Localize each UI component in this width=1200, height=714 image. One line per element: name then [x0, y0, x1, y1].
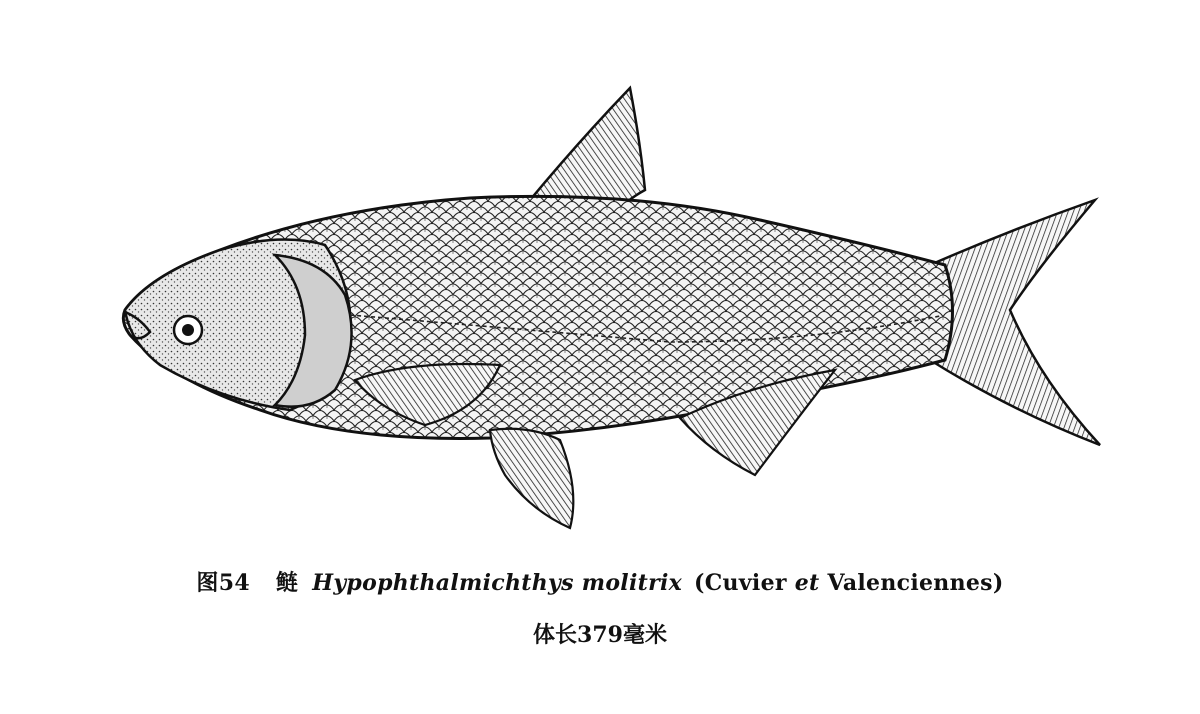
body-length: 体长379毫米	[533, 622, 667, 648]
scientific-name: Hypophthalmichthys molitrix	[312, 570, 683, 596]
caudal-fin	[930, 200, 1100, 445]
authority-close: Valenciennes)	[827, 570, 1004, 596]
authority	[694, 570, 1004, 596]
pupil	[182, 324, 194, 336]
authority-open: (Cuvier	[694, 570, 787, 596]
chinese-name: 鲢	[275, 570, 299, 596]
figure-number: 图54	[196, 570, 250, 596]
figure-caption	[0, 566, 1200, 597]
dorsal-fin	[530, 88, 645, 212]
fish-illustration	[110, 80, 1110, 540]
pelvic-fin	[490, 429, 573, 528]
authority-et: et	[794, 570, 820, 596]
